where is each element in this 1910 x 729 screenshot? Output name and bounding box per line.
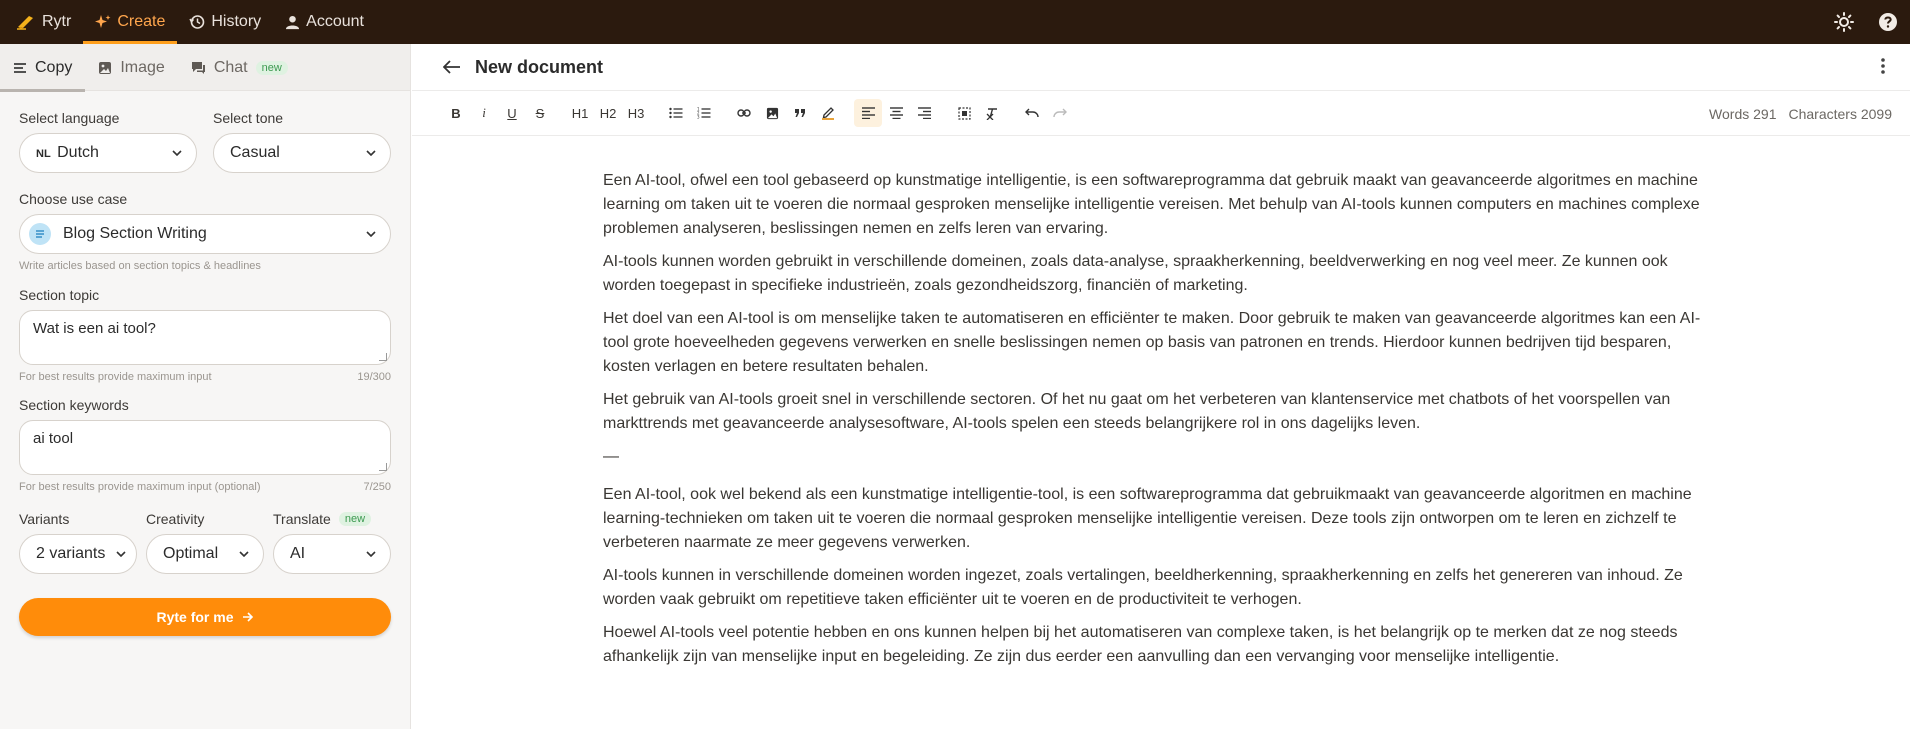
translate-select[interactable]	[273, 534, 391, 574]
nav-account[interactable]	[273, 0, 376, 44]
paragraph: Een AI-tool, ofwel een tool gebaseerd op kunstmatige intelligentie, is een softwareprogramma dat gebruik maakt van geavanceerde algoritmes en machine learning om taken uit te voeren die normaal gesproken menselijke intelligentie vereisen. Met behulp van AI-tools kunnen computers en machines complexe problemen analyseren, beslissingen nemen en zelfs leren van ervaring.	[603, 172, 1700, 237]
align-left-icon[interactable]	[854, 99, 882, 127]
creativity-select[interactable]	[146, 534, 264, 574]
numbered-list-icon[interactable]	[690, 99, 718, 127]
sparkle-icon	[95, 14, 111, 30]
user-icon	[285, 15, 300, 30]
svg-text:2: 2	[697, 110, 700, 116]
ryte-for-me-button[interactable]	[19, 598, 391, 636]
tone-select[interactable]	[213, 133, 391, 173]
section-keywords-count: 7/250	[363, 481, 391, 493]
nav-create-label: Create	[117, 13, 166, 30]
nav-create[interactable]	[83, 0, 177, 44]
resize-handle[interactable]	[379, 463, 387, 471]
undo-icon[interactable]	[1018, 99, 1046, 127]
tab-copy[interactable]	[0, 44, 85, 91]
translate-value: AI	[290, 545, 306, 562]
redo-icon[interactable]	[1046, 99, 1074, 127]
word-count: Words 291	[1709, 105, 1777, 122]
chevron-down-icon	[172, 150, 182, 156]
use-case-label: Choose use case	[19, 191, 128, 207]
paragraph: Hoewel AI-tools veel potentie hebben en ons kunnen helpen bij het automatiseren van complexe taken, is het belangrijk op te merken dat ze nog steeds afhankelijk zijn van menselijke input en begeleiding. Ze zijn dus eerder een aanvulling dan een vervanging voor menselijke intelligentie.	[603, 624, 1678, 665]
resize-handle[interactable]	[379, 353, 387, 361]
bullet-list-icon[interactable]	[662, 99, 690, 127]
section-topic-label: Section topic	[19, 287, 100, 303]
highlight-pen-icon[interactable]	[814, 99, 842, 127]
tab-chat-label: Chat	[213, 58, 248, 76]
paragraph: AI-tools kunnen in verschillende domeinen worden ingezet, zoals vertalingen, beeldherkenning, spraakherkenning en zelfs het genereren van inhoud. Ze worden vaak gebruikt om repetitieve taken efficiënter uit te voeren en de productiviteit te verhogen.	[603, 567, 1683, 608]
paragraph: Een AI-tool, ook wel bekend als een kunstmatige intelligentie-tool, is een softwareprogramma dat gebruikmaakt van geavanceerde algoritmen en machine learning-technieken om taken uit te voeren die normaal gesproken menselijke intelligentie vereisen. Deze tools zijn ontworpen om te leren en zichzelf te verbeteren naarmate ze meer gegevens verwerken.	[603, 486, 1692, 551]
sidebar-tabs	[0, 44, 410, 91]
rytr-logo-label: Rytr	[42, 13, 72, 30]
heading3-button[interactable]: H3	[627, 105, 645, 121]
translate-label-row	[273, 511, 391, 527]
variant-separator: —	[603, 448, 619, 465]
top-right-actions	[1822, 0, 1910, 44]
sidebar	[0, 44, 411, 729]
heading1-button[interactable]: H1	[571, 105, 589, 121]
nav-history-label: History	[211, 13, 262, 30]
strikethrough-button[interactable]: S	[535, 105, 545, 121]
ryte-button-label: Ryte for me	[156, 609, 234, 625]
paragraph: AI-tools kunnen worden gebruikt in verschillende domeinen, zoals data-analyse, spraakherkenning, beeldverwerking en nog veel meer. Ze kunnen ook worden toegepast in specifieke industrieën, zoals gezondheidszorg, financiën of marketing.	[603, 253, 1668, 294]
rytr-logo-link[interactable]	[0, 0, 83, 44]
more-options-icon[interactable]	[1881, 58, 1885, 74]
svg-text:1: 1	[697, 107, 700, 112]
variants-select[interactable]	[19, 534, 137, 574]
history-icon	[189, 14, 205, 30]
arrow-right-icon	[242, 612, 254, 622]
lines-icon	[13, 62, 27, 74]
document-header	[412, 44, 1910, 91]
language-value: Dutch	[57, 144, 99, 161]
use-case-hint: Write articles based on section topics & headlines	[19, 260, 261, 272]
bold-button[interactable]: B	[451, 105, 461, 121]
language-select[interactable]	[19, 133, 197, 173]
generator-form	[0, 110, 410, 636]
section-topic-hint: For best results provide maximum input	[19, 371, 212, 383]
select-all-icon[interactable]	[950, 99, 978, 127]
underline-button[interactable]: U	[507, 105, 517, 121]
link-icon[interactable]	[730, 99, 758, 127]
paragraph: Het gebruik van AI-tools groeit snel in verschillende sectoren. Of het nu gaat om het verbeteren van klantenservice met chatbots of het voorspellen van markttrends met geavanceerde analysesoftware, AI-tools spelen een steeds belangrijkere rol in ons dagelijks leven.	[603, 391, 1671, 432]
theme-toggle-sun-icon[interactable]	[1822, 0, 1866, 44]
chevron-down-icon	[366, 551, 376, 557]
document-title[interactable]: New document	[475, 56, 604, 77]
insert-image-icon[interactable]	[758, 99, 786, 127]
chat-icon	[191, 61, 206, 75]
document-area	[412, 44, 1910, 729]
clear-format-icon[interactable]	[978, 99, 1006, 127]
variants-value: 2 variants	[36, 545, 106, 562]
tab-chat[interactable]	[178, 44, 301, 91]
image-icon	[98, 61, 112, 75]
svg-text:3: 3	[697, 114, 700, 119]
chevron-down-icon	[239, 551, 249, 557]
tone-label: Select tone	[213, 110, 284, 126]
help-icon[interactable]	[1866, 0, 1910, 44]
paragraph: Het doel van een AI-tool is om menselijke taken te automatiseren en efficiënter te maken. Door gebruik te maken van geavanceerde algoritmes kan een AI-tool grote hoeveelheden gegevens verwerken en snelle beslissingen nemen op basis van patronen en trends. Hierdoor kunnen bedrijven tijd besparen, kosten verlagen en betere resultaten behalen.	[603, 310, 1701, 375]
nav-history[interactable]	[177, 0, 273, 44]
tab-image-label: Image	[120, 58, 165, 76]
section-keywords-value: ai tool	[33, 430, 74, 447]
nl-flag-icon: NL	[36, 148, 51, 160]
section-keywords-input[interactable]	[19, 420, 391, 475]
document-counts	[1709, 91, 1892, 136]
tone-value: Casual	[230, 144, 280, 161]
language-label: Select language	[19, 110, 120, 126]
creativity-value: Optimal	[163, 545, 219, 562]
variants-label: Variants	[19, 511, 70, 527]
align-right-icon[interactable]	[910, 99, 938, 127]
nav-account-label: Account	[306, 13, 364, 30]
blog-icon	[29, 223, 51, 245]
chevron-down-icon	[366, 231, 376, 237]
top-navigation-bar	[0, 0, 1910, 44]
italic-button[interactable]: i	[482, 105, 486, 120]
chevron-down-icon	[366, 150, 376, 156]
document-content[interactable]	[603, 169, 1713, 678]
editor-toolbar	[412, 91, 1910, 136]
align-center-icon[interactable]	[882, 99, 910, 127]
section-topic-input[interactable]	[19, 310, 391, 365]
tab-copy-label: Copy	[35, 58, 73, 76]
new-badge: new	[339, 512, 371, 526]
creativity-label: Creativity	[146, 511, 205, 527]
use-case-value: Blog Section Writing	[63, 225, 207, 242]
quote-icon[interactable]	[786, 99, 814, 127]
chevron-down-icon	[116, 551, 126, 557]
section-keywords-hint: For best results provide maximum input (optional)	[19, 481, 261, 493]
heading2-button[interactable]: H2	[599, 105, 617, 121]
new-badge: new	[256, 61, 288, 75]
back-arrow-icon[interactable]	[443, 60, 461, 74]
character-count: Characters 2099	[1788, 105, 1892, 122]
translate-label: Translate	[273, 511, 331, 527]
use-case-select[interactable]	[19, 214, 391, 254]
section-topic-value: Wat is een ai tool?	[33, 320, 156, 337]
section-keywords-label: Section keywords	[19, 397, 129, 413]
tab-image[interactable]	[85, 44, 177, 91]
rytr-logo-icon	[16, 14, 36, 30]
section-topic-count: 19/300	[357, 371, 391, 383]
